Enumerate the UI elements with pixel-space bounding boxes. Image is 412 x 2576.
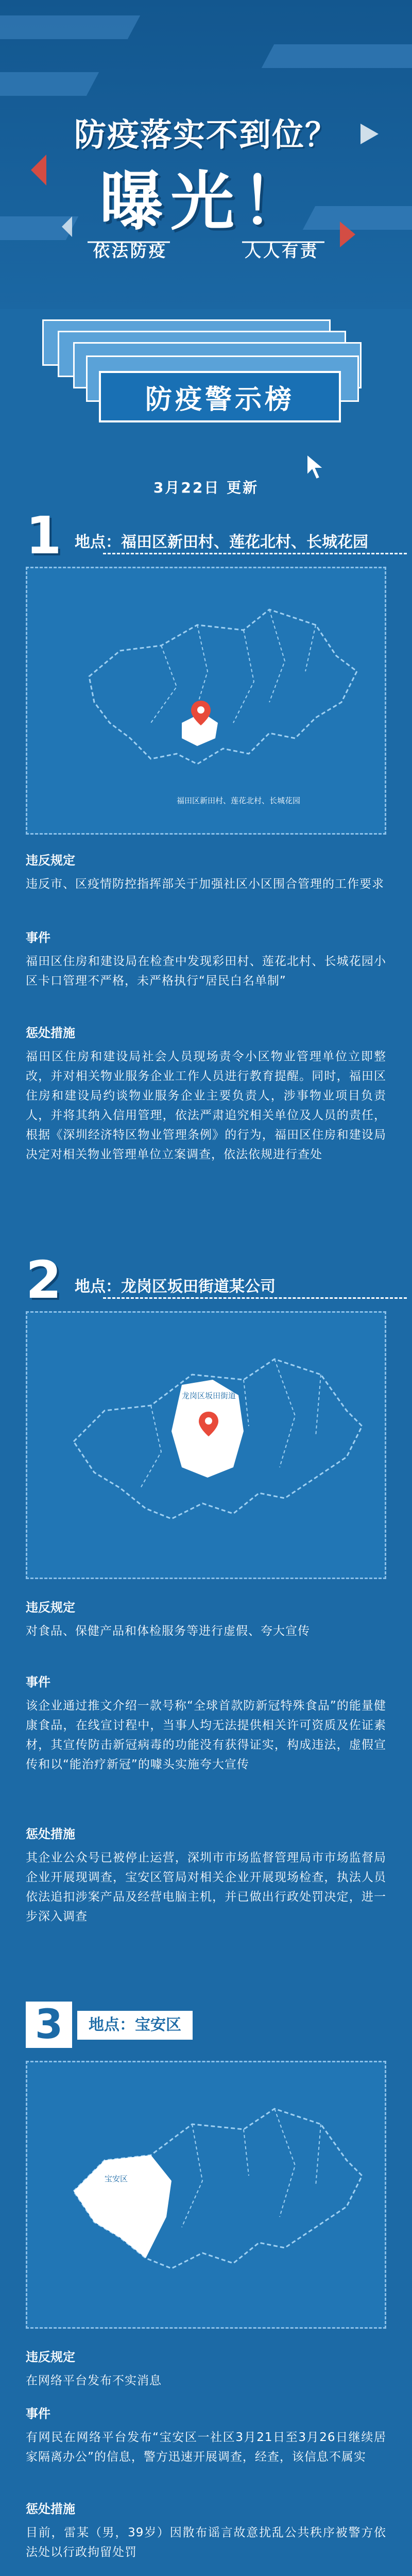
location-heading [26,1250,386,1310]
rule-text: 在网络平台发布不实消息 [26,2374,162,2387]
rule-block-3 [26,2347,386,2391]
case-number: 1 [26,505,62,566]
map-caption: 福田区新田村、莲花北村、长城花园 [177,796,301,805]
rule-block-1 [26,850,386,894]
location-label: 地点：龙岗区坂田街道某公司 [75,1278,276,1296]
location-pin-icon [197,1411,220,1437]
action-text: 目前，雷某（男，39岁）因散布谣言故意扰乱公共秩序被警方依法处以行政拘留处罚 [26,2526,386,2559]
case-number: 3 [26,2002,72,2048]
banner-title: 防疫警示榜 [99,371,341,422]
warning-board-banner [22,319,390,415]
update-date: 3月22日 更新 [153,479,259,496]
rule-text: 违反市、区疫情防控指挥部关于加强社区小区围合管理的工作要求 [26,877,384,891]
rule-block-2 [26,1597,386,1641]
event-label: 事件 [26,930,50,945]
location-heading [26,505,386,566]
event-text: 福田区住房和建设局在检查中发现彩田村、莲花北村、长城花园小区卡口管理不严格，未严格执行“居民白名单制” [26,955,386,988]
event-block-1 [26,927,386,991]
event-label: 事件 [26,2406,50,2421]
rule-label: 违反规定 [26,2350,75,2364]
action-block-3 [26,2499,386,2562]
action-text: 福田区住房和建设局社会人员现场责令小区物业管理单位立即整改，并对相关物业服务企业工作人员进行教育提醒。同时，福田区住房和建设局约谈物业服务企业主要负责人，涉事物业项目负责人，并将其纳入信用管理，依法严肃追究相关单位及人员的责任，根据《深圳经济特区物业管理条例》的行为，福田区住房和建设局决定对相关物业管理单位立案调查，依法依规进行查处 [26,1050,386,1161]
rule-label: 违反规定 [26,853,75,868]
action-label: 惩处措施 [26,1026,75,1040]
rule-text: 对食品、保健产品和体检服务等进行虚假、夸大宣传 [26,1624,310,1638]
action-label: 惩处措施 [26,1827,75,1841]
hero-title: 防疫落实不到位？ [74,116,338,154]
rule-label: 违反规定 [26,1600,75,1615]
hero-exposure-heading: 曝光！ [99,165,313,239]
location-heading [26,2002,386,2048]
hero-slogan [0,238,412,262]
location-label: 地点：宝安区 [77,2011,193,2040]
location-pin-icon [190,700,212,726]
action-label: 惩处措施 [26,2502,75,2516]
action-block-1 [26,1023,386,1164]
hero-header [0,0,412,309]
map-card-2 [26,1311,386,1579]
event-text: 有网民在网络平台发布“宝安区一社区3月21日至3月26日继续居家隔离办公”的信息，警方迅速开展调查，经查，该信息不属实 [26,2431,386,2464]
case-number: 2 [26,1250,62,1310]
event-block-2 [26,1672,386,1774]
map-card-3 [26,2061,386,2329]
divider [103,1297,407,1299]
action-block-2 [26,1824,386,1926]
slogan-left: 依法防疫 [93,241,167,261]
slogan-right: 人人有责 [245,241,319,261]
location-label: 地点：福田区新田村、莲花北村、长城花园 [75,533,368,551]
divider [103,553,407,554]
shenzhen-map-2 [27,1313,388,1581]
event-label: 事件 [26,1675,50,1689]
action-text: 其企业公众号已被停止运营，深圳市市场监督管理局市市场监督局企业开展现调查，宝安区管局对相关企业开展现场检查，执法人员依法追扣涉案产品及经营电脑主机，并已做出行政处罚决定，进一步深入调查 [26,1851,386,1923]
map-caption: 宝安区 [105,2174,128,2183]
event-text: 该企业通过推文介绍一款号称“全球首款防新冠特殊食品”的能量健康食品，在线宣讨程中，当事人均无法提供相关许可资质及佐证素材，其宣传防击新冠病毒的功能没有获得证实，构成违法，虚假宣传和以“能治疗新冠”的噱头实施夸大宣传 [26,1699,386,1771]
map-card-1 [26,567,386,835]
map-caption: 龙岗区坂田街道 [182,1391,236,1400]
event-block-3 [26,2403,386,2467]
shenzhen-map-3 [27,2062,388,2330]
